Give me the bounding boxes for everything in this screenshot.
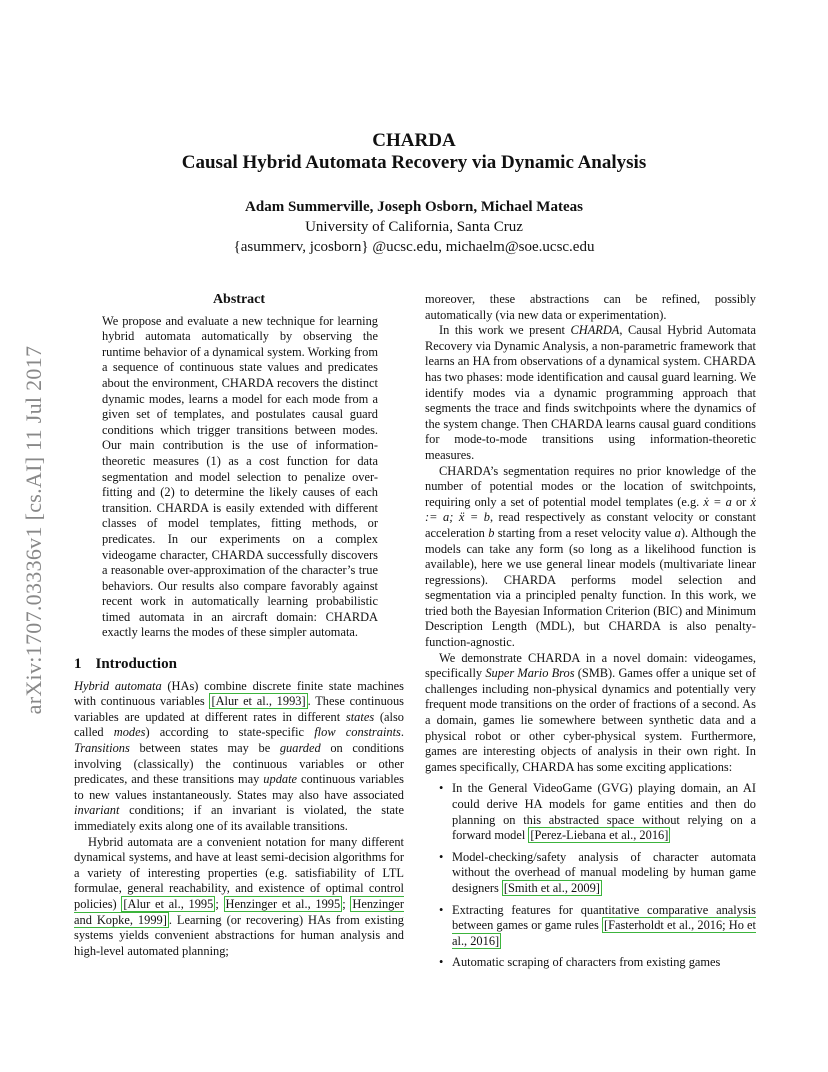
text-run: (SMB). Games offer a unique set of challenges including non-physical dynamics and potentially very frequent mode transitions on the order of fractions of a second. As a domain, games lie somewhere between synthetic data and a physical robot or other cyber-physical system. Furthermore, games are interesting objects of analysis in their own right. In games specifically, CHARDA has some exciting applications:: [425, 666, 756, 774]
intro-paragraph-1: [74, 679, 404, 835]
bullet-icon: •: [439, 849, 444, 864]
text-run: (also called: [74, 709, 404, 740]
right-paragraph-0: moreover, these abstractions can be refined, possibly automatically (via new data or experimentation).: [425, 292, 756, 322]
em-text: states: [345, 709, 375, 724]
bullet-icon: •: [439, 902, 444, 917]
em-text: update: [263, 772, 298, 787]
list-item: [439, 903, 756, 950]
citation-link[interactable]: [Perez-Liebana et al., 2016]: [530, 828, 669, 843]
text-run: , Causal Hybrid Automata Recovery via Dynamic Analysis, a non-parametric framework that learns an HA from observations of a dynamical system. CHARDA has two phases: mode identification and causal guard learning. We identify modes via a dynamic programming approach that segments the trace and finds switchpoints where the dynamics of the system change. Then CHARDA learns causal guard conditions for mode-to-mode transitions using information-theoretic measures.: [425, 323, 756, 462]
author-names: Adam Summerville, Joseph Osborn, Michael Mateas: [245, 199, 583, 215]
text-run: CHARDA’s segmentation requires no prior knowledge of the number of potential modes or the location of switchpoints, requiring only a set of potential model templates (e.g.: [425, 463, 756, 509]
citation-link[interactable]: Henzinger et al., 1995: [225, 896, 341, 911]
text-run: ). Although the models can take any form (so long as a likelihood function is available), here we use general linear models (multivariate linear regressions). CHARDA performs model selection and segmentation via a principled penalty function. In this work, we tried both the Bayesian Information Criterion (BIC) and Minimum Description Length (MDL), but CHARDA is also penalty-function-agnostic.: [425, 525, 756, 650]
text-run: Model-checking/safety analysis of character automata without the overhead of manual modeling by human game designers: [452, 849, 756, 895]
abstract-text: We propose and evaluate a new technique for learning hybrid automata automatically by observing the runtime behavior of a dynamical system. Working from a sequence of continuous state values and predicates about the environment, CHARDA recovers the distinct dynamic modes, learns a model for each mode from a given set of templates, and postulates causal guard conditions which trigger transitions between modes. Our main contribution is the use of information-theoretic measures (1) as a cost function for data segmentation and model selection to penalize over-fitting and (2) to determine the likely causes of each transition. CHARDA is easily extended with different classes of model templates, fitting methods, or predicates. In our experiments on a complex videogame character, CHARDA successfully discovers a reasonable over-approximation of the character’s true behaviors. Our results also compare favorably against recent work in automatically learning probabilistic timed automata in an aircraft domain: CHARDA exactly learns the modes of these simpler automata.: [102, 313, 378, 640]
em-text: Transitions: [74, 741, 130, 756]
text-run: between states may be: [129, 741, 280, 756]
text-run: Hybrid automata are a convenient notation for many different dynamical systems, and have at least semi-decision algorithms for a variety of interesting properties (e.g. satisfiability of LTL formulae, general reachability, and existence of optimal control policies): [74, 834, 404, 911]
em-text: guarded: [279, 741, 321, 756]
math-expression: a: [674, 525, 681, 540]
abstract-heading: Abstract: [212, 292, 266, 307]
citation-link[interactable]: Henzinger and Kopke, 1999]: [74, 896, 404, 927]
math-expression: ẋ := a; ẍ = b: [425, 494, 756, 525]
citation-link[interactable]: [Alur et al., 1995: [123, 896, 214, 911]
right-paragraph-1: [425, 323, 756, 463]
text-run: conditions; if an invariant is violated, the state immediately exits along one of its available transitions.: [74, 803, 404, 833]
text-run: . These continuous variables are updated at different rates in different: [74, 694, 404, 724]
application-list: [425, 781, 756, 971]
text-run: Extracting features for quantitative comparative analysis between games or game rules: [452, 902, 756, 933]
text-run: ) according to state-specific: [145, 725, 315, 740]
text-run: continuous variables to new values instantaneously. States may also have associated: [74, 772, 404, 802]
list-item: [439, 850, 756, 897]
text-run: .: [400, 725, 404, 740]
left-column: [74, 292, 404, 959]
paper-title: [0, 130, 828, 174]
bullet-icon: •: [439, 955, 444, 970]
list-item: [439, 955, 756, 971]
text-run: or: [731, 494, 751, 509]
text-run: (HAs) combine discrete finite state machines with continuous variables: [74, 678, 404, 709]
section-number: 1: [74, 656, 82, 673]
intro-paragraph-2: [74, 835, 404, 960]
section-title: Introduction: [95, 656, 177, 673]
text-run: . Learning (or recovering) HAs from existing systems yields convenient abstractions for human analysis and high-level automated planning;: [74, 912, 404, 958]
citation-link[interactable]: [Fasterholdt et al., 2016; Ho et al., 2016]: [452, 918, 756, 948]
citation-link[interactable]: [Smith et al., 2009]: [503, 880, 600, 895]
text-run: We demonstrate CHARDA in a novel domain: videogames, specifically: [425, 650, 756, 681]
author-emails: {asummerv, jcosborn} @ucsc.edu, michaelm@soe.ucsc.edu: [233, 239, 595, 255]
text-run: ;: [342, 896, 351, 911]
right-column: [425, 292, 756, 977]
em-text: Super Mario Bros: [485, 666, 575, 681]
list-item: [439, 781, 756, 843]
arxiv-identifier-text: arXiv:1707.03336v1 [cs.AI] 11 Jul 2017: [21, 345, 46, 715]
text-run: Automatic scraping of characters from existing games: [452, 955, 721, 970]
bullet-icon: •: [439, 781, 444, 796]
em-text: CHARDA: [570, 323, 620, 338]
text-run: , read respectively as constant velocity or constant acceleration: [425, 510, 756, 540]
arxiv-identifier: [14, 300, 54, 760]
author-block: [0, 197, 828, 257]
em-text: flow constraints: [314, 725, 401, 740]
em-text: modes: [113, 725, 146, 740]
math-expression: ẋ = a: [703, 494, 732, 509]
text-run: In this work we present: [439, 323, 571, 338]
text-run: In the General VideoGame (GVG) playing domain, an AI could derive HA models for game entities and then do planning on this abstracted space without relying on a forward model: [452, 781, 756, 843]
section-heading-introduction: [74, 657, 404, 673]
em-text: Hybrid automata: [74, 678, 162, 693]
title-line-2: Causal Hybrid Automata Recovery via Dynamic Analysis: [181, 152, 647, 173]
text-run: starting from a reset velocity value: [494, 525, 675, 540]
math-expression: b: [488, 525, 495, 540]
citation-link[interactable]: [Alur et al., 1993]: [211, 694, 306, 709]
text-run: on conditions involving (classically) the continuous variables or other predicates, and these transitions may: [74, 741, 405, 787]
right-paragraph-2: [425, 464, 756, 651]
author-affiliation: University of California, Santa Cruz: [305, 219, 523, 235]
title-line-1: CHARDA: [372, 130, 456, 151]
em-text: invariant: [74, 803, 120, 818]
right-paragraph-3: [425, 651, 756, 776]
text-run: ;: [215, 896, 224, 911]
